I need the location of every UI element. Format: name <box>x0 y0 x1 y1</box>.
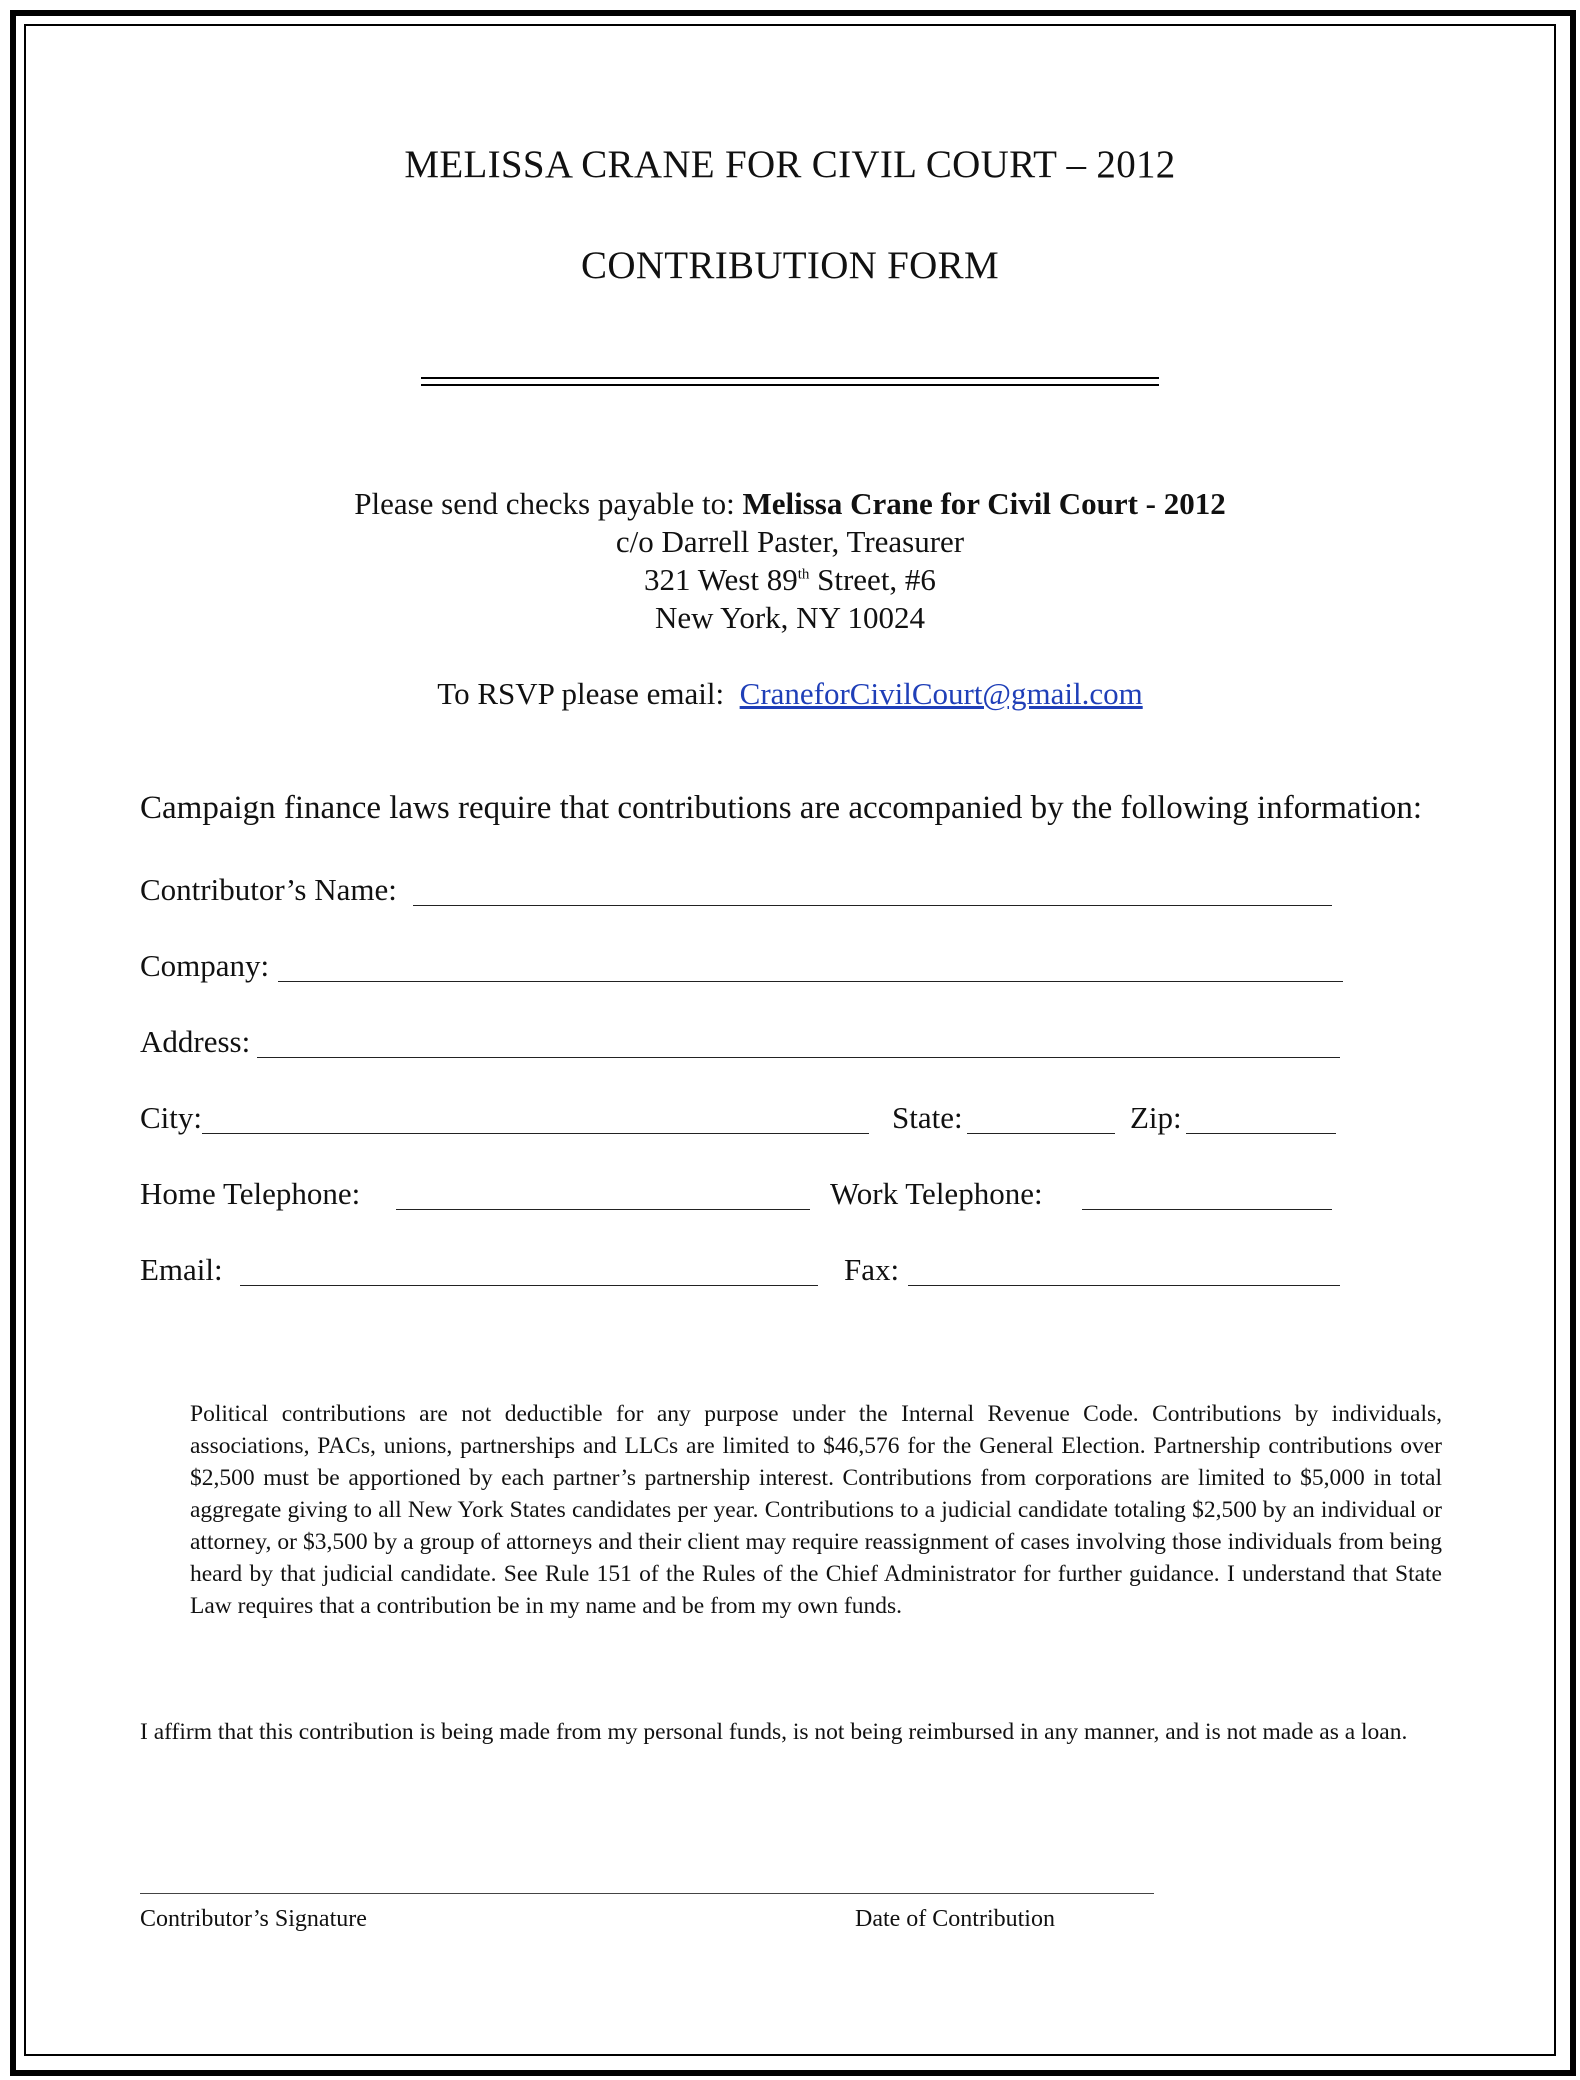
address-row <box>140 1024 1340 1064</box>
form-title: MELISSA CRANE FOR CIVIL COURT – 2012 <box>404 143 1176 186</box>
zip-field[interactable] <box>1130 1100 1336 1140</box>
state-line <box>967 1133 1115 1134</box>
work-telephone-line <box>1082 1209 1332 1210</box>
mailing-street-pre: 321 West 89 <box>644 562 798 597</box>
address-line <box>257 1057 1340 1058</box>
work-telephone-field[interactable] <box>830 1176 1332 1216</box>
mailing-street-post: Street, #6 <box>809 562 936 597</box>
state-label: State: <box>892 1100 963 1135</box>
mailing-city: New York, NY 10024 <box>654 600 926 635</box>
company-field[interactable] <box>140 948 1343 988</box>
contributor-name-label: Contributor’s Name: <box>140 872 397 907</box>
mailing-care-of: c/o Darrell Paster, Treasurer <box>615 524 965 559</box>
home-telephone-field[interactable] <box>140 1176 810 1216</box>
home-telephone-label: Home Telephone: <box>140 1176 361 1211</box>
work-telephone-label: Work Telephone: <box>830 1176 1043 1211</box>
email-field[interactable] <box>140 1252 818 1292</box>
company-line <box>278 981 1343 982</box>
company-row <box>140 948 1340 988</box>
address-field[interactable] <box>140 1024 1340 1064</box>
mailing-street <box>0 562 1580 598</box>
zip-label: Zip: <box>1130 1100 1182 1135</box>
mailing-payee-line <box>0 486 1580 522</box>
telephone-row <box>140 1176 1340 1216</box>
email-label: Email: <box>140 1252 223 1287</box>
header-divider-top <box>421 377 1159 379</box>
date-label: Date of Contribution <box>855 1906 1055 1932</box>
fax-field[interactable] <box>844 1252 1340 1292</box>
city-field[interactable] <box>140 1100 869 1140</box>
mailing-payee: Melissa Crane for Civil Court - 2012 <box>742 486 1226 521</box>
address-label: Address: <box>140 1024 251 1059</box>
contributor-name-row <box>140 872 1340 912</box>
legal-disclaimer: Political contributions are not deductible for any purpose under the Internal Revenue Code. Contributions by individuals, associations, PACs, unions, partnerships and LLCs are limited to $46,576 for the General Election. Partnership contributions over $2,500 must be apportioned by each partner’s partnership interest. Contributions from corporations are limited to $5,000 in total aggregate giving to all New York States candidates per year. Contributions to a judicial candidate totaling $2,500 by an individual or attorney, or $3,500 by a group of attorneys and their client may require reassignment of cases involving those individuals from being heard by that judicial candidate. See Rule 151 of the Rules of the Chief Administrator for further guidance. I understand that State Law requires that a contribution be in my name and be from my own funds. <box>190 1401 1442 1619</box>
rsvp-line <box>0 676 1580 712</box>
mailing-street-sup: th <box>797 566 810 583</box>
email-line <box>240 1285 818 1286</box>
company-label: Company: <box>140 948 270 983</box>
home-telephone-line <box>396 1209 810 1210</box>
affirmation-statement: I affirm that this contribution is being made from my personal funds, is not being reimbursed in any manner, and is not made as a loan. <box>140 1719 1408 1745</box>
fax-label: Fax: <box>844 1252 900 1287</box>
contributor-name-line <box>413 905 1332 906</box>
signature-label: Contributor’s Signature <box>140 1906 367 1932</box>
finance-notice: Campaign finance laws require that contributions are accompanied by the following information: <box>140 790 1423 826</box>
contributor-name-field[interactable] <box>140 872 1332 912</box>
zip-line <box>1186 1133 1336 1134</box>
city-line <box>202 1133 869 1134</box>
city-label: City: <box>140 1100 203 1135</box>
mailing-intro: Please send checks payable to: <box>354 486 743 521</box>
email-fax-row <box>140 1252 1340 1292</box>
city-state-zip-row <box>140 1100 1340 1140</box>
form-subtitle: CONTRIBUTION FORM <box>581 244 999 287</box>
fax-line <box>908 1285 1340 1286</box>
rsvp-email-link[interactable]: CraneforCivilCourt@gmail.com <box>739 676 1143 711</box>
signature-line[interactable] <box>140 1893 1154 1894</box>
rsvp-label: To RSVP please email: <box>437 676 725 711</box>
state-field[interactable] <box>892 1100 1115 1140</box>
header-divider-bottom <box>421 384 1159 386</box>
